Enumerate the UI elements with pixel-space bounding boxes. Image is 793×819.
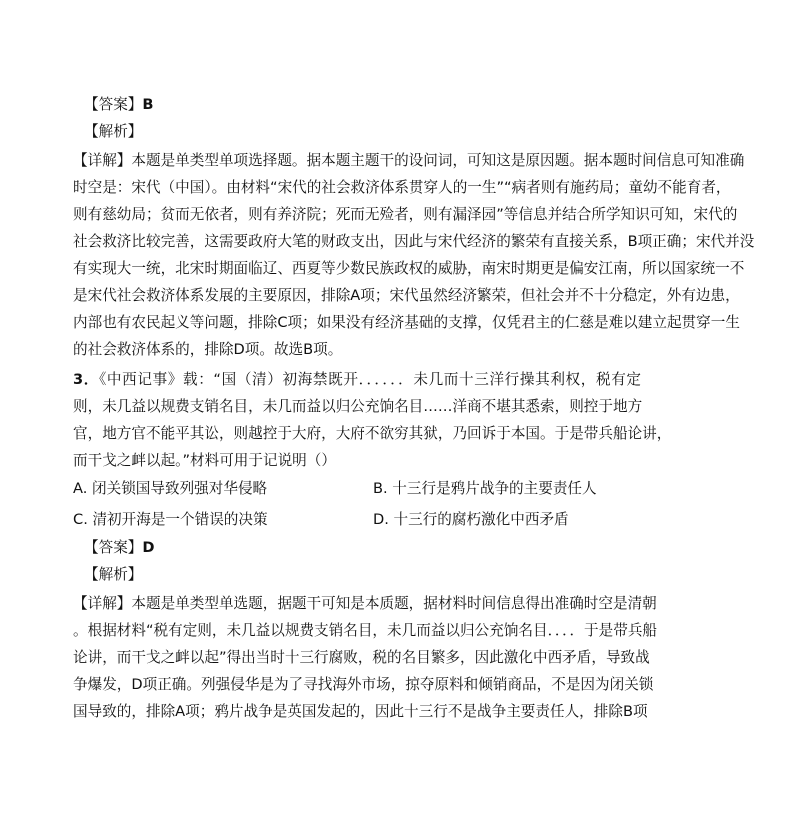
option-c: C. 清初开海是一个错误的决策 xyxy=(73,511,268,528)
detail-label: 【详解】 xyxy=(73,152,132,169)
option-d: D. 十三行的腐朽激化中西矛盾 xyxy=(373,511,569,528)
answer-label: 【答案】 xyxy=(84,539,143,556)
answer-value: D xyxy=(142,539,155,556)
q3-analysis-label: 【解析】 xyxy=(84,566,143,583)
q2-detail-line: 社会救济比较完善，这需要政府大笔的财政支出，因此与宋代经济的繁荣有直接关系，B项正确；宋代并没 xyxy=(73,233,755,250)
answer-label: 【答案】 xyxy=(84,96,143,113)
q3-stem-line: 则，未几益以规费支销名目，未几而益以归公充饷名目……洋商不堪其悉索，则控于地方 xyxy=(73,398,643,415)
q2-detail-line: 【详解】本题是单类型单项选择题。据本题主题干的设问词，可知这是原因题。据本题时间信息可知准确 xyxy=(73,152,745,169)
option-b: B. 十三行是鸦片战争的主要责任人 xyxy=(373,480,597,497)
q2-detail-line: 则有慈幼局；贫而无依者，则有养济院；死而无殓者，则有漏泽园”等信息并结合所学知识可知，宋代的 xyxy=(73,206,738,223)
q3-stem-line: 3．《中西记事》载：“国（清）初海禁既开．．．．．．未几而十三洋行操其利权，税有定 xyxy=(73,371,642,388)
q2-analysis-label: 【解析】 xyxy=(84,123,143,140)
q3-detail-line: 国导致的，排除A项；鸦片战争是英国发起的，因此十三行不是战争主要责任人，排除B项 xyxy=(73,703,648,720)
q3-detail-line: 【详解】本题是单类型单选题，据题干可知是本质题，据材料时间信息得出准确时空是清朝 xyxy=(73,595,657,612)
question-number: 3． xyxy=(73,371,99,388)
q2-detail-line: 是宋代社会救济体系发展的主要原因，排除A项；宋代虽然经济繁荣，但社会并不十分稳定，外有边患， xyxy=(73,287,740,304)
q3-detail-line: 论讲，而干戈之衅以起”得出当时十三行腐败，税的名目繁多，因此激化中西矛盾，导致战 xyxy=(73,649,650,666)
option-a: A. 闭关锁国导致列强对华侵略 xyxy=(73,480,268,497)
answer-value: B xyxy=(142,96,154,113)
q2-answer xyxy=(84,95,154,115)
q3-detail-line: 。根据材料“税有定则，未几益以规费支销名目，未几而益以归公充饷名目．．．．于是带兵船 xyxy=(73,622,658,639)
q3-stem-line: 官，地方官不能平其讼，则越控于大府，大府不欲穷其狱，乃回诉于本国。于是带兵船论讲， xyxy=(73,425,672,442)
q2-detail-line: 内部也有农民起义等问题，排除C项；如果没有经济基础的支撑，仅凭君主的仁慈是难以建立起贯穿一生 xyxy=(73,314,740,331)
q3-answer xyxy=(84,538,155,558)
detail-label: 【详解】 xyxy=(73,595,132,612)
q2-detail-line: 有实现大一统，北宋时期面临辽、西夏等少数民族政权的威胁，南宋时期更是偏安江南，所以国家统一不 xyxy=(73,260,745,277)
q2-detail-line: 时空是：宋代（中国）。由材料“宋代的社会救济体系贯穿人的一生”“病者则有施药局；童幼不能育者， xyxy=(73,179,731,196)
q3-stem-line: 而干戈之衅以起。”材料可用于记说明（） xyxy=(73,452,336,469)
q3-detail-line: 争爆发，D项正确。列强侵华是为了寻找海外市场，掠夺原料和倾销商品，不是因为闭关锁 xyxy=(73,676,654,693)
q2-detail-line: 的社会救济体系的，排除D项。故选B项。 xyxy=(73,341,343,358)
